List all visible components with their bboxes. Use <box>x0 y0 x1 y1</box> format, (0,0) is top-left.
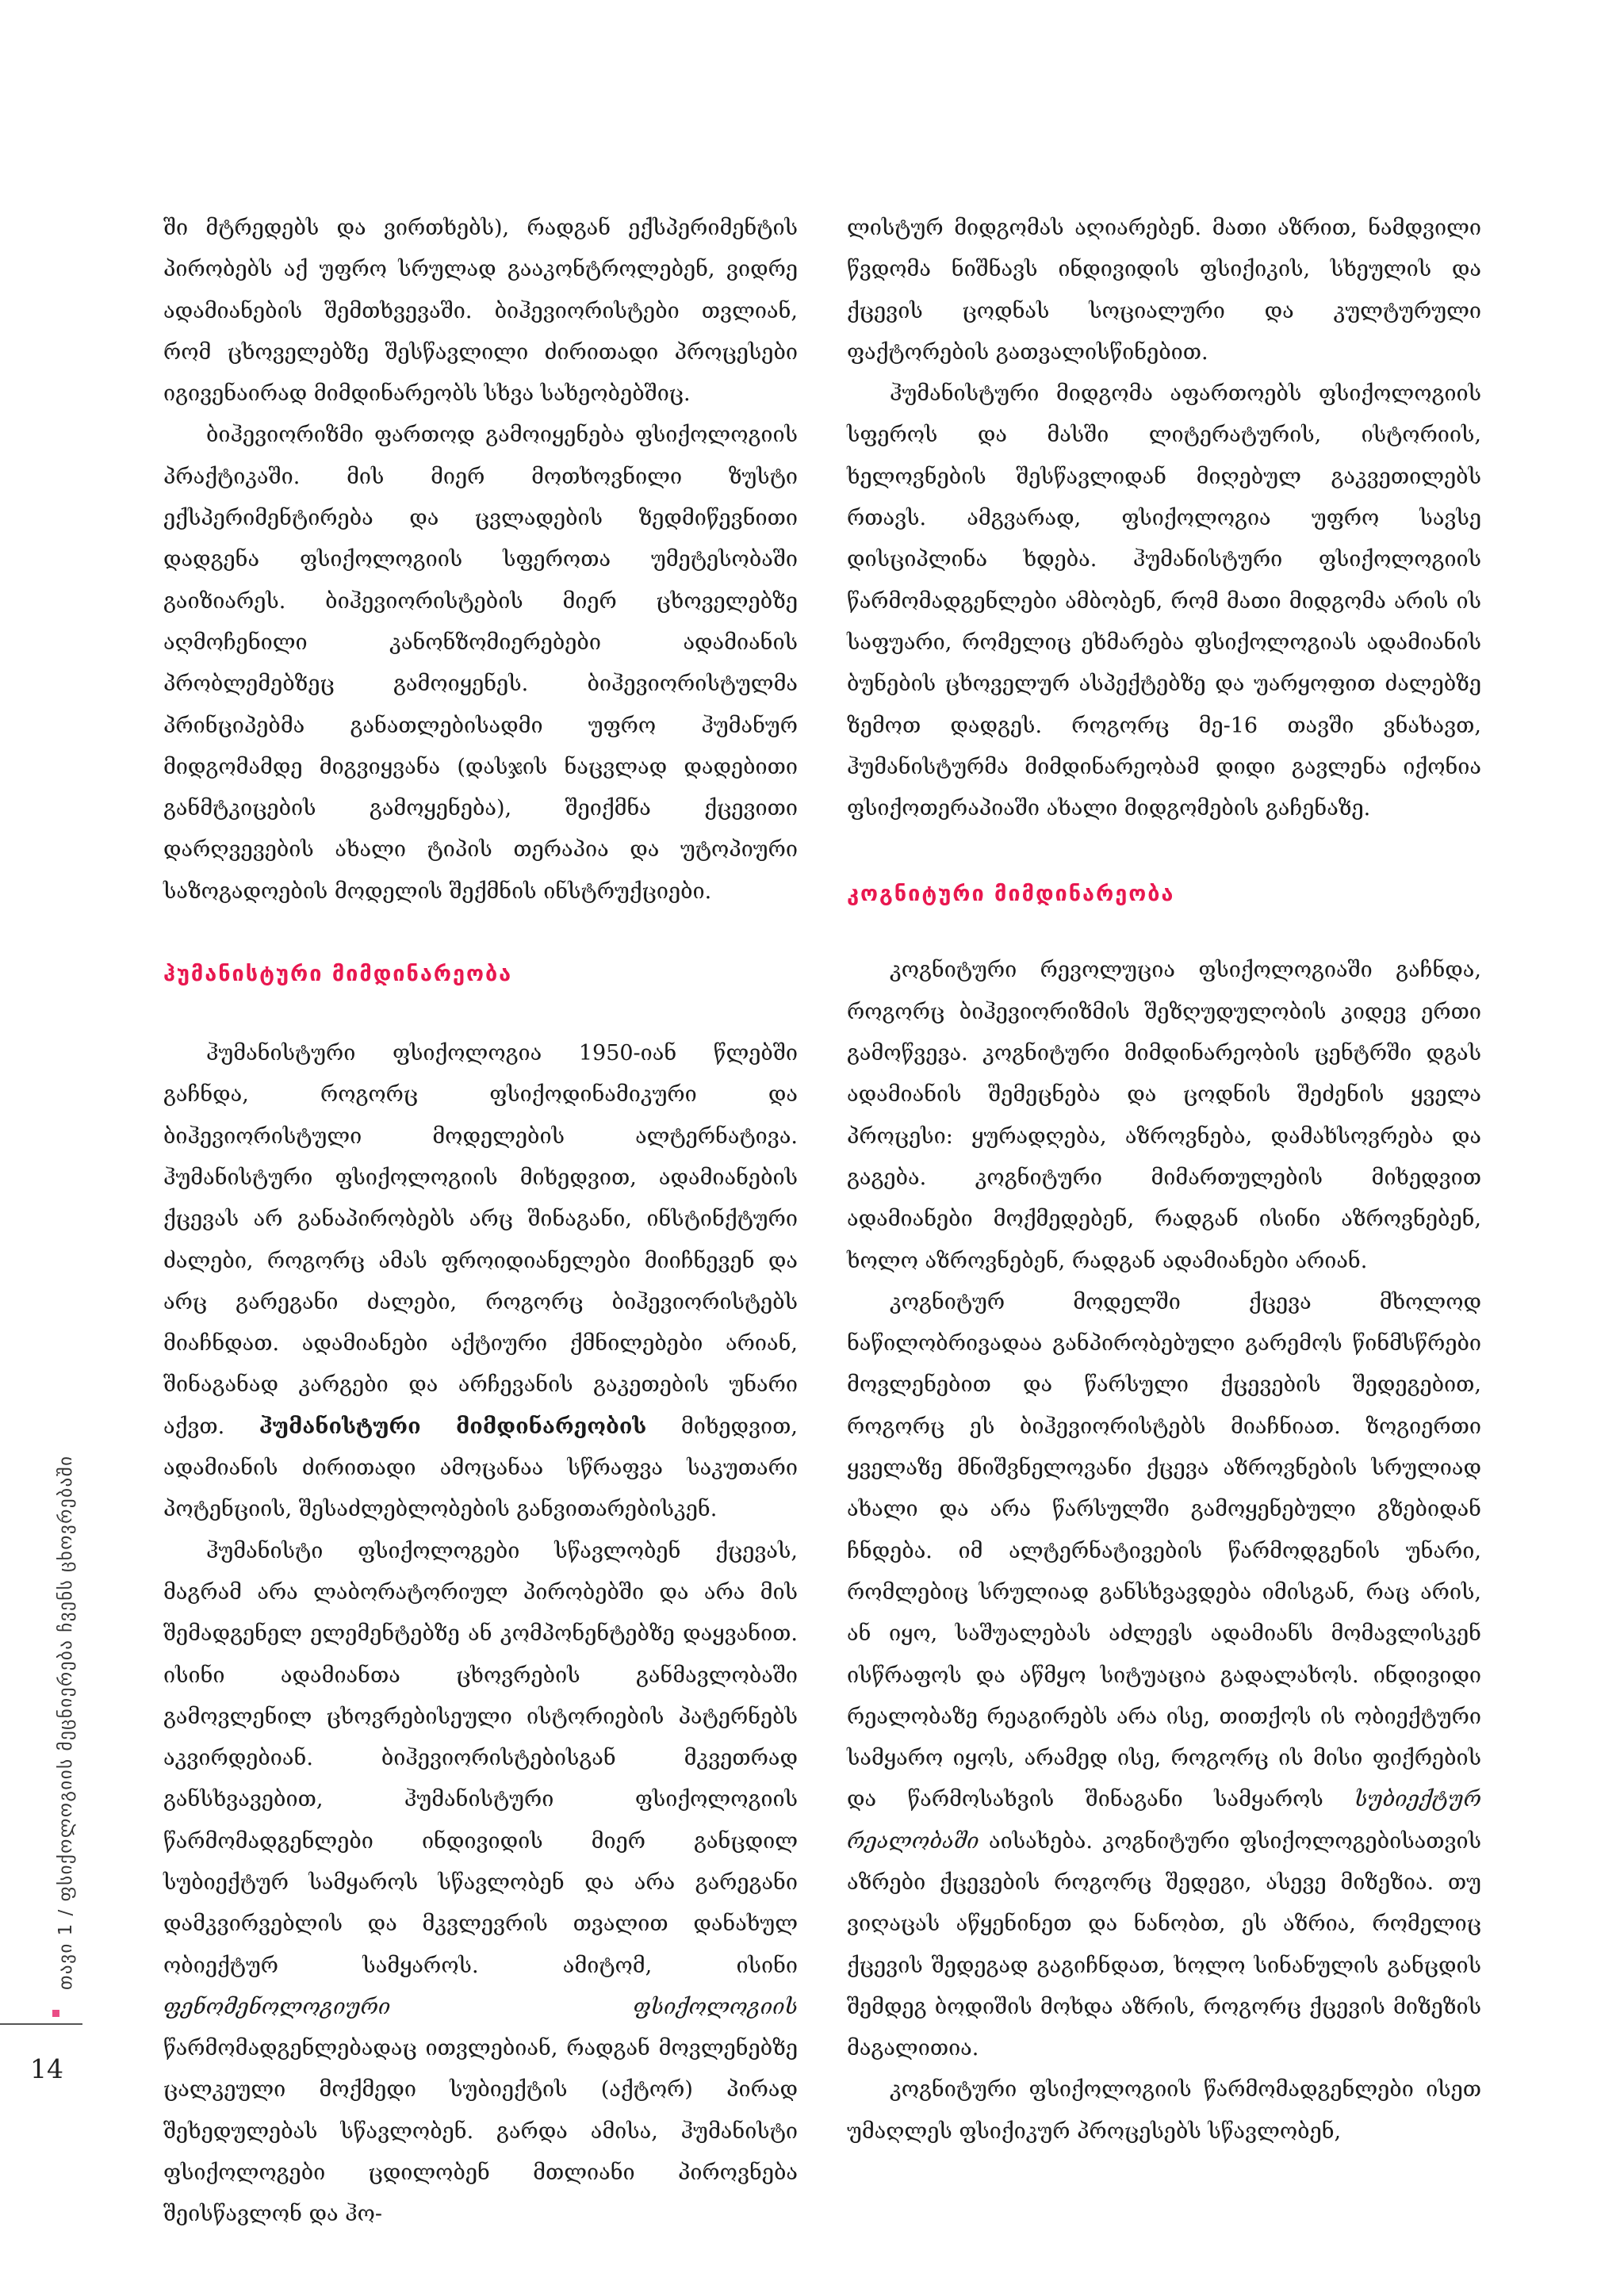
text-run: მიხედვით, ადამიანის ძირითადი ამოცანაა სწრაფვა საკუთარი პოტენციის, შესაძლებლობების განვითარებისკენ. <box>163 1414 798 1522</box>
section-heading-humanistic: ჰუმანისტური მიმდინარეობა <box>163 962 513 987</box>
paragraph: ლისტურ მიდგომას აღიარებენ. მათი აზრით, ნამდვილი წვდომა ნიშნავს ინდივიდის ფსიქიკის, სხეულის და ქცევის ცოდნას სოციალური და კულტურული ფაქტორების გათვალისწინებით. <box>847 216 1481 365</box>
running-head: თავი 1 / ფსიქოლოგიის მეცნიერება ჩვენს ცხოვრებაში <box>56 1455 76 1990</box>
right-column <box>847 208 1481 2152</box>
text-run: აისახება. კოგნიტური ფსიქოლოგებისათვის აზრები ქცევების როგორც შედეგი, ასევე მიზეზია. თუ ვიღაცას აწყენინეთ და ნანობთ, ეს აზრია, რომელიც ქცევის შედეგად გაგიჩნდათ, ხოლო სინანულის განცდის შემდეგ ბოდიშის მოხდა აზრის, როგორც ქცევის მიზეზის მაგალითია. <box>847 1828 1481 2061</box>
paragraph <box>163 1531 798 2236</box>
marker-square-icon <box>52 2010 59 2017</box>
bold-term: ჰუმანისტური მიმდინარეობის <box>259 1414 647 1439</box>
left-column <box>163 208 798 2236</box>
margin-divider <box>0 2023 82 2025</box>
paragraph <box>847 1282 1481 2070</box>
page-number: 14 <box>30 2053 63 2084</box>
paragraph: ბიჰევიორიზმი ფართოდ გამოიყენება ფსიქოლოგიის პრაქტიკაში. მის მიერ მოთხოვნილი ზუსტი ექსპერიმენტირება და ცვლადების ზედმიწევნითი დადგენა ფსიქოლოგიის სფეროთა უმეტესობაში გაიზიარეს. ბიჰევიორისტების მიერ ცხოველებზე აღმოჩენილი კანონზომიერებები ადამიანის პრობლემებზეც გამოიყენეს. ბიჰევიორისტულმა პრინციპებმა განათლებისადმი უფრო ჰუმანურ მიდგომამდე მიგვიყვანა (დასჯის ნაცვლად დადებითი განმტკიცების გამოყენება), შეიქმნა ქცევითი დარღვევების ახალი ტიპის თერაპია და უტოპიური საზოგადოების მოდელის შექმნის ინსტრუქციები. <box>163 423 798 904</box>
paragraph: ჰუმანისტური მიდგომა აფართოებს ფსიქოლოგიის სფეროს და მასში ლიტერატურის, ისტორიის, ხელოვნების შესწავლიდან მიღებულ გაკვეთილებს რთავს. ამგვარად, ფსიქოლოგია უფრო სავსე დისციპლინა ხდება. ჰუმანისტური ფსიქოლოგიის წარმომადგენლები ამბობენ, რომ მათი მიდგომა არის ის საფუარი, რომელიც ეხმარება ფსიქოლოგიას ადამიანის ბუნების ცხოველურ ასპექტებზე და უარყოფით ძალებზე ზემოთ დადგეს. როგორც მე-16 თავში ვნახავთ, ჰუმანისტურმა მიმდინარეობამ დიდი გავლენა იქონია ფსიქოთერაპიაში ახალი მიდგომების გაჩენაზე. <box>847 381 1481 821</box>
paragraph: ში მტრედებს და ვირთხებს), რადგან ექსპერიმენტის პირობებს აქ უფრო სრულად გააკონტროლებენ, ვიდრე ადამიანების შემთხვევაში. ბიჰევიორისტები თვლიან, რომ ცხოველებზე შესწავლილი ძირითადი პროცესები იგივენაირად მიმდინარეობს სხვა სახეობებშიც. <box>163 216 798 407</box>
paragraph: კოგნიტური ფსიქოლოგიის წარმომადგენლები ისეთ უმაღლეს ფსიქიკურ პროცესებს სწავლობენ, <box>847 2077 1481 2144</box>
section-heading-cognitive: კოგნიტური მიმდინარეობა <box>847 882 1175 907</box>
text-run: ჰუმანისტური ფსიქოლოგია 1950-იან წლებში გაჩნდა, როგორც ფსიქოდინამიკური და ბიჰევიორისტული მოდელების ალტერნატივა. ჰუმანისტური ფსიქოლოგიის მიხედვით, ადამიანების ქცევას არ განაპირობებს არც შინაგანი, ინსტინქტური ძალები, როგორც ამას ფროიდიანელები მიიჩნევენ და არც გარეგანი ძალები, როგორც ბიჰევიორისტებს მიაჩნდათ. ადამიანები აქტიური ქმნილებები არიან, შინაგანად კარგები და არჩევანის გაკეთების უნარი აქვთ. <box>163 1041 798 1439</box>
italic-term: ფენომენოლოგიური ფსიქოლოგიის <box>163 1994 798 2019</box>
text-run: წარმომადგენლებადაც ითვლებიან, რადგან მოვლენებზე ცალკეული მოქმედი სუბიექტის (აქტორ) პირად შეხედულებას სწავლობენ. გარდა ამისა, ჰუმანისტი ფსიქოლოგები ცდილობენ მთლიანი პიროვნება შეისწავლონ და ჰო- <box>163 2036 798 2227</box>
text-run: ჰუმანისტი ფსიქოლოგები სწავლობენ ქცევას, მაგრამ არა ლაბორატორიულ პირობებში და არა მის შემადგენელ ელემენტებზე ან კომპონენტებზე დაყვანით. ისინი ადამიანთა ცხოვრების განმავლობაში გამოვლენილ ცხოვრებისეული ისტორიების პატერნებს აკვირდებიან. ბიჰევიორისტებისგან მკვეთრად განსხვავებით, ჰუმანისტური ფსიქოლოგიის წარმომადგენლები ინდივიდის მიერ განცდილ სუბიექტურ სამყაროს სწავლობენ და არა გარეგანი დამკვირვებლის და მკვლევრის თვალით დანახულ ობიექტურ სამყაროს. ამიტომ, ისინი <box>163 1538 798 1978</box>
paragraph: კოგნიტური რევოლუცია ფსიქოლოგიაში გაჩნდა, როგორც ბიჰევიორიზმის შეზღუდულობის კიდევ ერთი გამოწვევა. კოგნიტური მიმდინარეობის ცენტრში დგას ადამიანის შემეცნება და ცოდნის შეძენის ყველა პროცესი: ყურადღება, აზროვნება, დამახსოვრება და გაგება. კოგნიტური მიმართულების მიხედვით ადამიანები მოქმედებენ, რადგან ისინი აზროვნებენ, ხოლო აზროვნებენ, რადგან ადამიანები არიან. <box>847 958 1481 1273</box>
italic-term: სუბიექტურ რეალობაში <box>847 1787 1481 1854</box>
text-run: კოგნიტურ მოდელში ქცევა მხოლოდ ნაწილობრივადაა განპირობებული გარემოს წინმსწრები მოვლენებით და წარსული ქცევების შედეგებით, როგორც ეს ბიჰევიორისტებს მიაჩნიათ. ზოგიერთი ყველაზე მნიშვნელოვანი ქცევა აზროვნების სრულიად ახალი და არა წარსულში გამოყენებული გზებიდან ჩნდება. იმ ალტერნატივების წარმოდგენის უნარი, რომლებიც სრულიად განსხვავდება იმისგან, რაც არის, ან იყო, საშუალებას აძლევს ადამიანს მომავლისკენ ისწრაფოს და აწმყო სიტუაცია გადალახოს. ინდივიდი რეალობაზე რეაგირებს არა ისე, თითქოს ის ობიექტური სამყარო იყოს, არამედ ისე, როგორც ის მისი ფიქრების და წარმოსახვის შინაგანი სამყაროს <box>847 1289 1481 1812</box>
paragraph <box>163 1033 798 1531</box>
